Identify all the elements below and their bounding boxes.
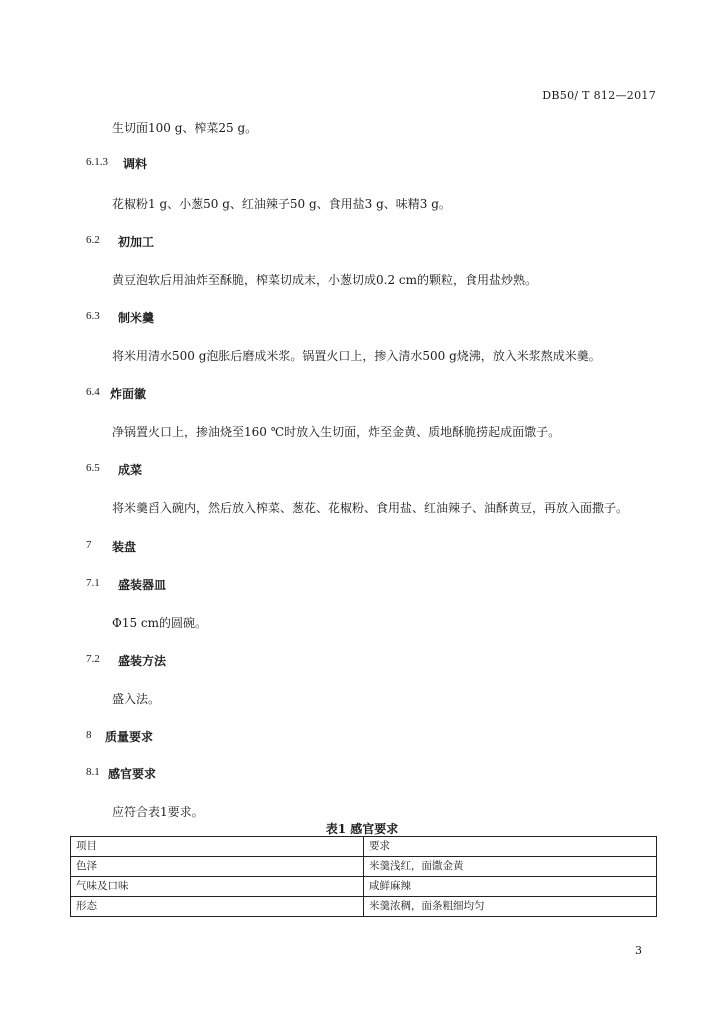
- section-8-1-number: 8.1: [86, 766, 100, 778]
- header-cell-requirement: 要求: [364, 837, 657, 857]
- page-number: 3: [635, 944, 642, 957]
- table-reference-text: 应符合表1要求。: [112, 805, 204, 819]
- section-6-3-number: 6.3: [86, 310, 100, 322]
- section-7-2-title: 盛装方法: [118, 654, 167, 668]
- table-cell: 色泽: [71, 857, 364, 877]
- section-6-3-title: 制米羹: [118, 311, 155, 325]
- section-6-4-title: 炸面徽: [110, 387, 147, 401]
- section-7-title: 装盘: [112, 540, 137, 554]
- table-header-row: [71, 837, 657, 857]
- section-6-5-title: 成菜: [118, 463, 143, 477]
- section-6-1-3-number: 6.1.3: [86, 156, 108, 168]
- section-8-number: 8: [86, 729, 92, 741]
- ingredient-main-text: 生切面100 g、榨菜25 g。: [112, 121, 258, 135]
- table-row: [71, 877, 657, 897]
- section-7-1-number: 7.1: [86, 577, 100, 589]
- table-cell: 形态: [71, 897, 364, 917]
- table-cell: 咸鲜麻辣: [364, 877, 657, 897]
- section-7-1-title: 盛装器皿: [118, 578, 167, 592]
- section-6-1-3-title: 调料: [123, 157, 148, 171]
- section-6-2-number: 6.2: [86, 234, 100, 246]
- table-row: [71, 857, 657, 877]
- section-6-4-number: 6.4: [86, 386, 100, 398]
- section-6-2-title: 初加工: [118, 235, 155, 249]
- preprocessing-text: 黄豆泡软后用油炸至酥脆，榨菜切成末，小葱切成0.2 cm的颗粒，食用盐炒熟。: [112, 273, 538, 287]
- vessel-text: Φ15 cm的圆碗。: [112, 616, 208, 630]
- section-8-title: 质量要求: [105, 730, 154, 744]
- rice-soup-text: 将米用清水500 g泡胀后磨成米浆。锅置火口上，掺入清水500 g烧沸，放入米浆熬成米羹。: [112, 349, 601, 363]
- table-cell: 气味及口味: [71, 877, 364, 897]
- finishing-text: 将米羹舀入碗内，然后放入榨菜、葱花、花椒粉、食用盐、红油辣子、油酥黄豆，再放入面撒子。: [112, 501, 629, 515]
- document-code-header: DB50/ T 812—2017: [542, 89, 656, 102]
- plating-method-text: 盛入法。: [112, 692, 161, 706]
- table-row: [71, 897, 657, 917]
- table-cell: 米羹浓稠，面条粗细均匀: [364, 897, 657, 917]
- section-7-2-number: 7.2: [86, 653, 100, 665]
- table-cell: 米羹浅红，面馓金黄: [364, 857, 657, 877]
- table-caption: 表1 感官要求: [325, 822, 399, 836]
- fry-noodle-text: 净锅置火口上，掺油烧至160 ℃时放入生切面，炸至金黄、质地酥脆捞起成面馓子。: [112, 425, 561, 439]
- seasoning-text: 花椒粉1 g、小葱50 g、红油辣子50 g、食用盐3 g、味精3 g。: [112, 197, 451, 211]
- header-cell-item: 项目: [71, 837, 364, 857]
- section-6-5-number: 6.5: [86, 462, 100, 474]
- section-7-number: 7: [86, 539, 92, 551]
- section-8-1-title: 感官要求: [108, 767, 157, 781]
- sensory-requirements-table: [70, 836, 657, 917]
